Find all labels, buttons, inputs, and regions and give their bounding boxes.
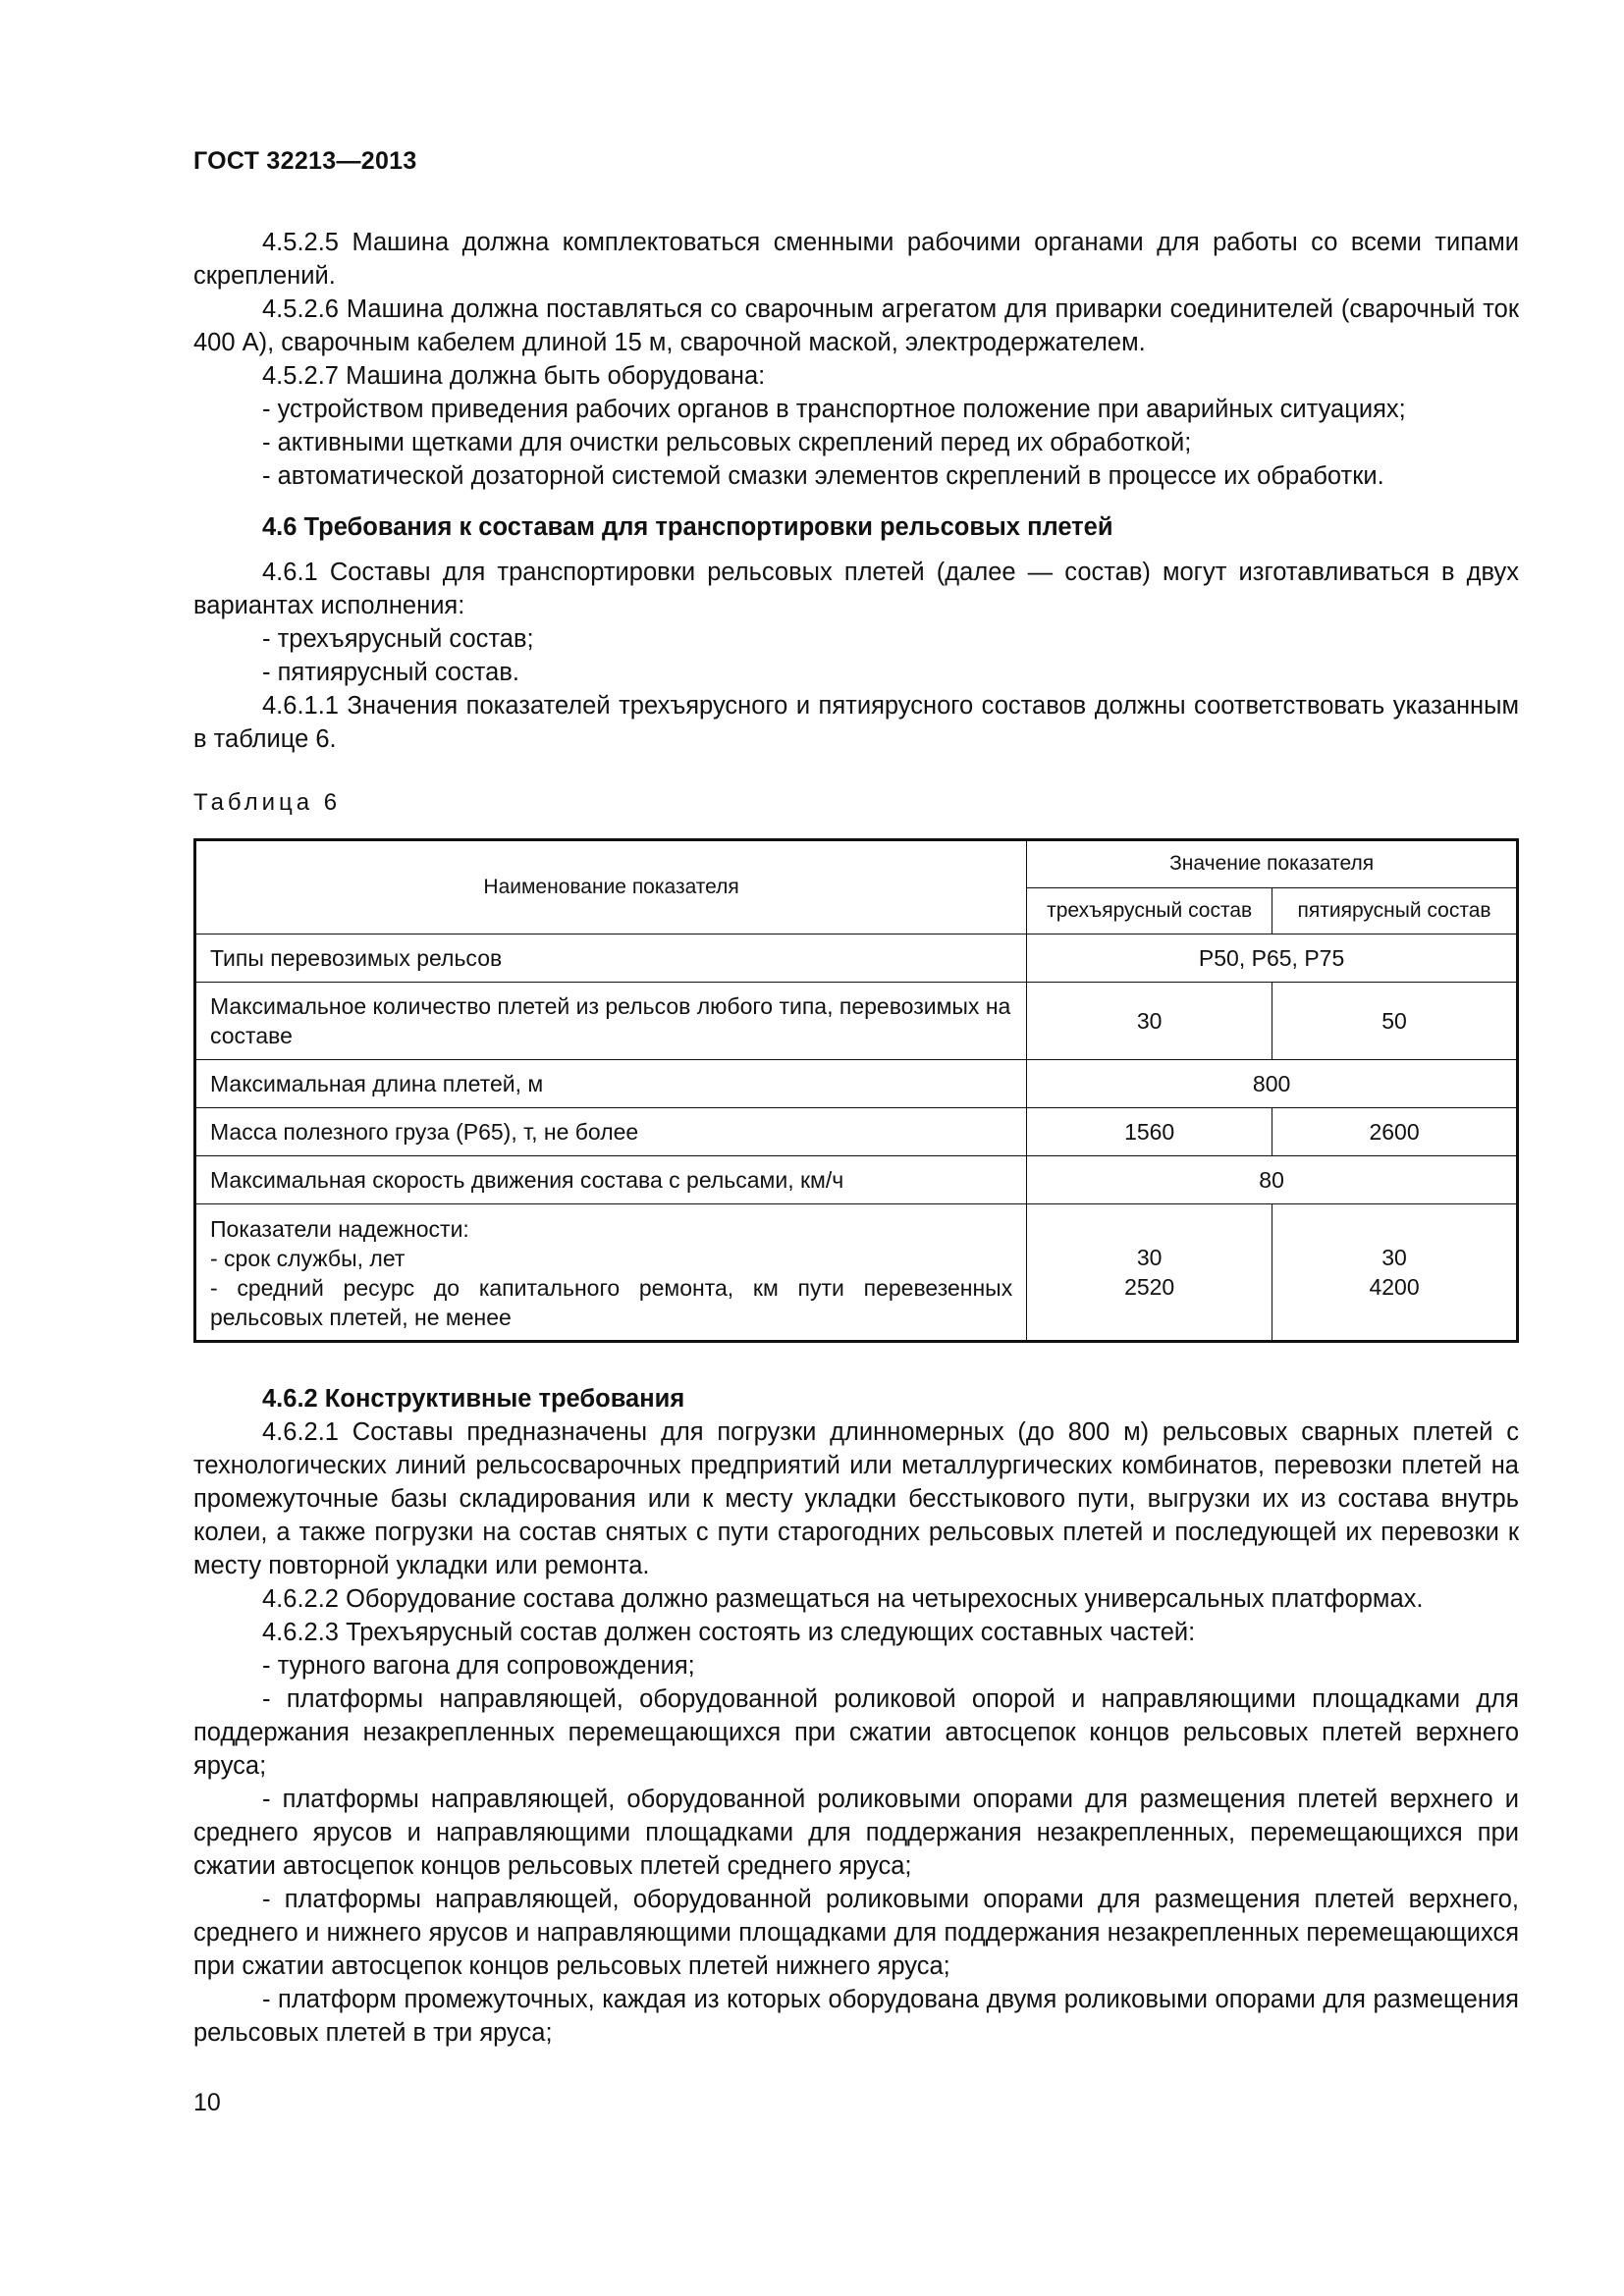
table-row [195, 983, 1518, 1060]
table-row [195, 1060, 1518, 1108]
table-row [195, 934, 1518, 983]
section-4-6-2 [193, 1382, 1519, 2050]
section-heading: 4.6.2 Конструктивные требования [262, 1385, 685, 1413]
list-item: - платформы направляющей, оборудованной роликовыми опорами для размещения плетей верхнего и среднего ярусов и направляющими площадками для поддержания незакрепленных, перемещающихся при сжатии автосцепок концов рельсовых плетей среднего яруса; [193, 1786, 1519, 1880]
list-item: - устройством приведения рабочих органов в транспортное положение при аварийных ситуациях; [262, 396, 1406, 423]
list-item: - трехъярусный состав; [262, 625, 534, 653]
list-item: - платформы направляющей, оборудованной роликовой опорой и направляющими площадками для поддержания незакрепленных перемещающихся при сжатии автосцепок концов рельсовых плетей верхнего яруса; [193, 1685, 1519, 1780]
paragraph: 4.5.2.7 Машина должна быть оборудована: [262, 362, 766, 390]
section-4-6 [193, 510, 1519, 756]
reliability-title: Показатели надежности: [210, 1216, 469, 1242]
row-name-cell: Типы перевозимых рельсов [195, 934, 1027, 983]
table-row [195, 1204, 1518, 1342]
table-header-row [195, 840, 1518, 888]
row-name-cell: Масса полезного груза (Р65), т, не более [195, 1108, 1027, 1156]
resource-value: 4200 [1369, 1274, 1420, 1300]
average-resource-label: - средний ресурс до капитального ремонта, км пути перевезенных рельсовых плетей, не менее [210, 1275, 1013, 1330]
row-value-cell: Р50, Р65, Р75 [1027, 934, 1518, 983]
paragraph: 4.5.2.6 Машина должна поставляться со сварочным агрегатом для приварки соединителей (сварочный ток 400 А), сварочным кабелем длиной 15 м, сварочной маской, электродержателем. [193, 295, 1519, 356]
section-4-5-2 [193, 226, 1519, 493]
paragraph: 4.5.2.5 Машина должна комплектоваться сменными рабочими органами для работы со всеми типами скреплений. [193, 229, 1519, 290]
paragraph: 4.6.1 Составы для транспортировки рельсовых плетей (далее — состав) могут изготавливаться в двух вариантах исполнения: [193, 559, 1519, 619]
list-item: - автоматической дозаторной системой смазки элементов скреплений в процессе их обработки. [262, 462, 1384, 490]
row-value-cell: 800 [1027, 1060, 1518, 1108]
paragraph: 4.6.2.2 Оборудование состава должно размещаться на четырехосных универсальных платформах. [262, 1585, 1424, 1613]
list-item: - платформы направляющей, оборудованной роликовыми опорами для размещения плетей верхнего, среднего и нижнего ярусов и направляющими площадками для поддержания незакрепленных перемещающихся при сжатии автосцепок концов рельсовых плетей нижнего яруса; [193, 1886, 1519, 1980]
list-item: - турного вагона для сопровождения; [262, 1652, 695, 1680]
resource-value: 2520 [1124, 1274, 1175, 1300]
paragraph: 4.6.2.3 Трехъярусный состав должен состоять из следующих составных частей: [262, 1619, 1196, 1646]
list-item: - активными щетками для очистки рельсовых скреплений перед их обработкой; [262, 429, 1192, 456]
table-row [195, 1156, 1518, 1204]
row-value-cell: 80 [1027, 1156, 1518, 1204]
service-life-value: 30 [1381, 1245, 1407, 1270]
row-value-cell [1272, 1204, 1518, 1342]
header-five-tier-cell: пятиярусный состав [1272, 887, 1518, 934]
paragraph: 4.6.2.1 Составы предназначены для погрузки длинномерных (до 800 м) рельсовых сварных плетей с технологических линий рельсосварочных предприятий или металлургических комбинатов, перевозки плетей на промежуточные базы складирования или к месту укладки бесстыкового пути, выгрузки их из состава внутрь колеи, а также погрузки на состав снятых с пути старогодних рельсовых плетей и последующей их перевозки к месту повторной укладки или ремонта. [193, 1418, 1519, 1579]
section-heading: 4.6 Требования к составам для транспортировки рельсовых плетей [262, 513, 1113, 541]
page-number: 10 [193, 2089, 221, 2116]
row-value-cell: 2600 [1272, 1108, 1518, 1156]
row-value-cell: 50 [1272, 983, 1518, 1060]
row-name-cell: Максимальная длина плетей, м [195, 1060, 1027, 1108]
header-value-cell: Значение показателя [1027, 840, 1518, 888]
row-value-cell [1027, 1204, 1272, 1342]
header-three-tier-cell: трехъярусный состав [1027, 887, 1272, 934]
service-life-label: - срок службы, лет [210, 1246, 406, 1271]
service-life-value: 30 [1136, 1245, 1163, 1270]
row-name-cell: Максимальная скорость движения состава с рельсами, км/ч [195, 1156, 1027, 1204]
specification-table [193, 838, 1519, 1343]
paragraph: 4.6.1.1 Значения показателей трехъярусного и пятиярусного составов должны соответствовать указанным в таблице 6. [193, 692, 1519, 753]
row-name-cell: Максимальное количество плетей из рельсов любого типа, перевозимых на составе [195, 983, 1027, 1060]
row-value-cell: 1560 [1027, 1108, 1272, 1156]
header-name-cell: Наименование показателя [195, 840, 1027, 934]
list-item: - платформ промежуточных, каждая из которых оборудована двумя роликовыми опорами для размещения рельсовых плетей в три яруса; [193, 1986, 1519, 2047]
table-row [195, 1108, 1518, 1156]
document-header: ГОСТ 32213—2013 [193, 147, 417, 175]
row-value-cell: 30 [1027, 983, 1272, 1060]
row-name-cell [195, 1204, 1027, 1342]
list-item: - пятиярусный состав. [262, 659, 519, 686]
table-caption: Таблица 6 [193, 789, 342, 816]
